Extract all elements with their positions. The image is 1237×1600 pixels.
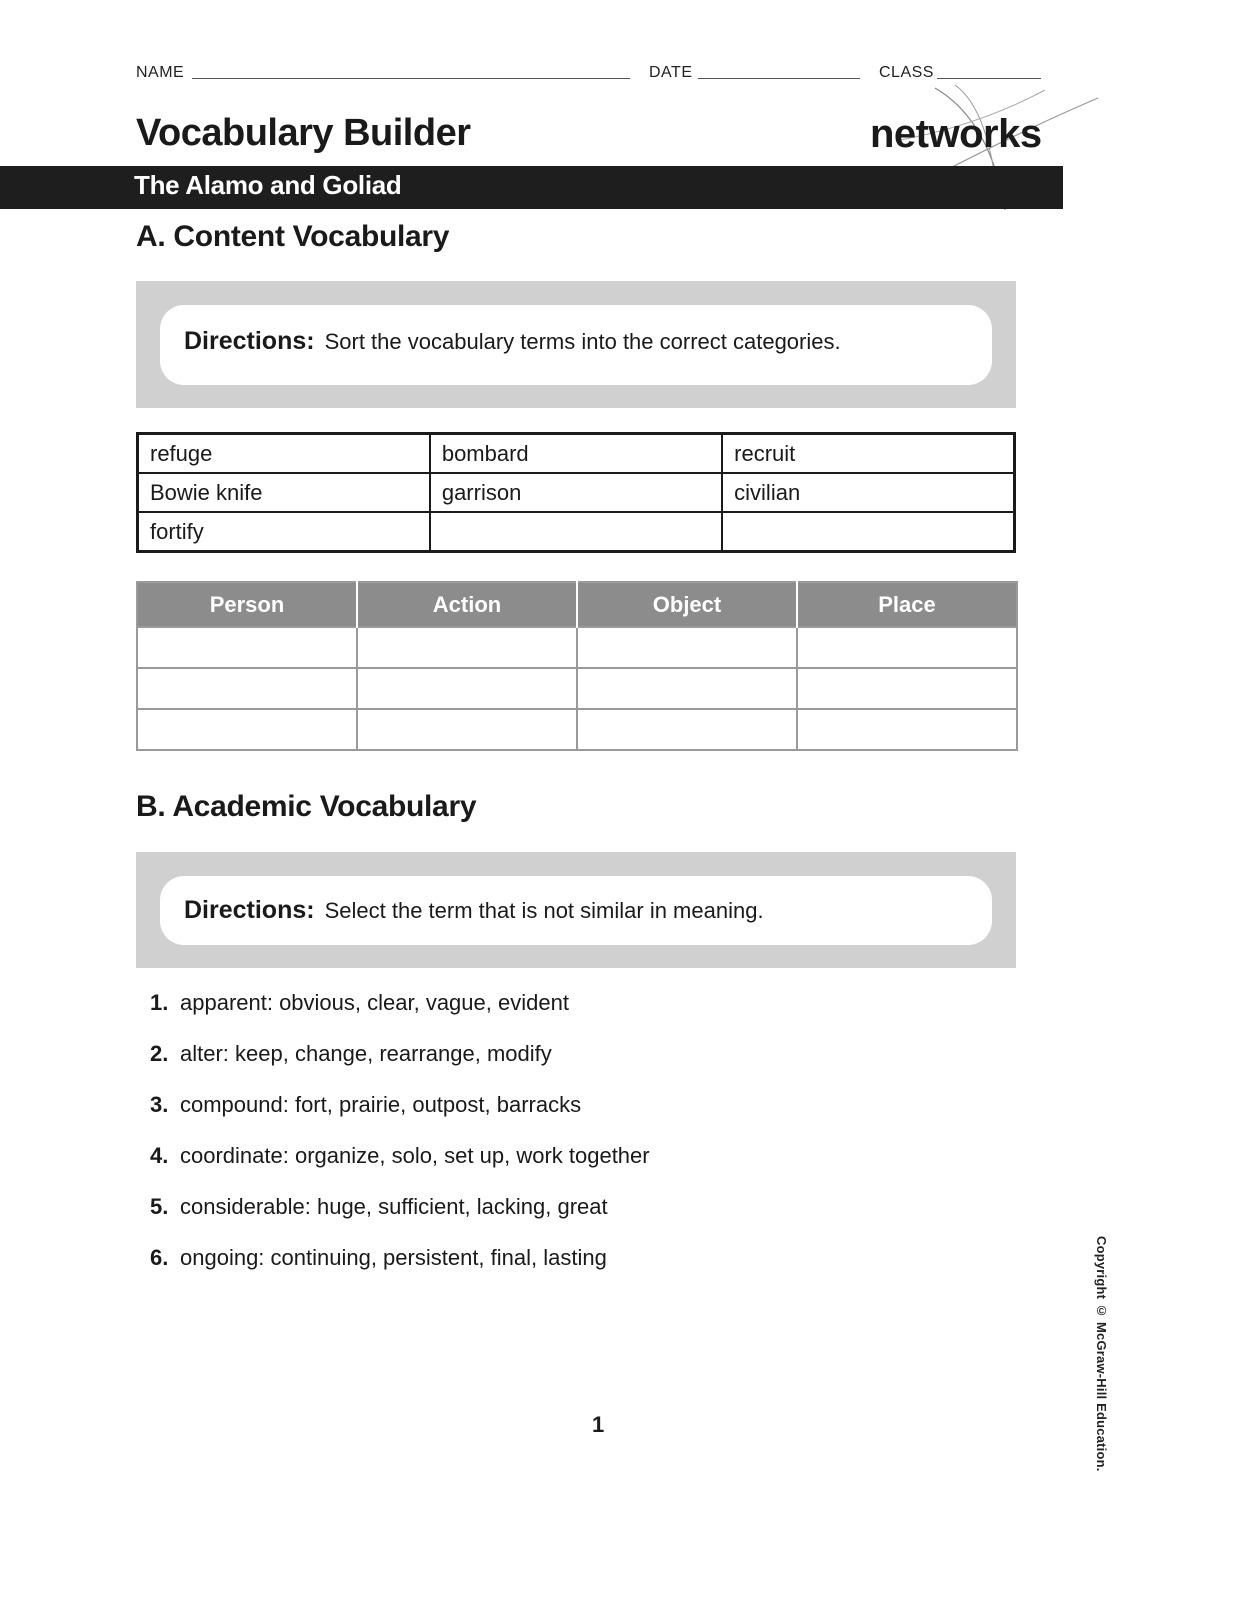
answer-cell[interactable]: [137, 709, 357, 750]
table-header-row: [137, 582, 1017, 627]
question-number: 5.: [150, 1194, 169, 1219]
column-header-place: Place: [797, 582, 1017, 627]
term-cell: [722, 512, 1014, 552]
list-item[interactable]: [150, 990, 650, 1041]
question-text: considerable: huge, sufficient, lacking, great: [180, 1194, 608, 1219]
answer-cell[interactable]: [577, 668, 797, 709]
answer-cell[interactable]: [797, 627, 1017, 668]
answer-cell[interactable]: [357, 627, 577, 668]
list-item[interactable]: [150, 1143, 650, 1194]
term-cell: [430, 512, 722, 552]
table-row: [137, 709, 1017, 750]
copyright-notice: Copyright © McGraw-Hill Education.: [1094, 1236, 1109, 1472]
lesson-title: The Alamo and Goliad: [134, 170, 402, 200]
question-number: 6.: [150, 1245, 169, 1270]
column-header-person: Person: [137, 582, 357, 627]
column-header-action: Action: [357, 582, 577, 627]
date-label: DATE: [649, 64, 693, 81]
question-text: coordinate: organize, solo, set up, work together: [180, 1143, 650, 1168]
answer-cell[interactable]: [357, 709, 577, 750]
question-text: ongoing: continuing, persistent, final, lasting: [180, 1245, 607, 1270]
question-number: 1.: [150, 990, 169, 1015]
table-row: [138, 512, 1015, 552]
table-row: [137, 627, 1017, 668]
question-number: 2.: [150, 1041, 169, 1066]
terms-table: [136, 432, 1016, 553]
class-label: CLASS: [879, 64, 934, 81]
answer-cell[interactable]: [577, 709, 797, 750]
answer-cell[interactable]: [357, 668, 577, 709]
question-number: 4.: [150, 1143, 169, 1168]
table-row: [138, 473, 1015, 512]
networks-logo: networks: [870, 112, 1042, 156]
section-b-directions-box: [136, 852, 1016, 968]
answer-cell[interactable]: [797, 709, 1017, 750]
answer-cell[interactable]: [577, 627, 797, 668]
table-row: [137, 668, 1017, 709]
list-item[interactable]: [150, 1041, 650, 1092]
question-text: compound: fort, prairie, outpost, barracks: [180, 1092, 582, 1117]
list-item[interactable]: [150, 1245, 650, 1296]
section-b-heading: B. Academic Vocabulary: [136, 790, 477, 823]
question-number: 3.: [150, 1092, 169, 1117]
class-field[interactable]: [937, 78, 1041, 79]
term-cell: Bowie knife: [138, 473, 430, 512]
list-item[interactable]: [150, 1092, 650, 1143]
question-list: [150, 990, 650, 1296]
column-header-object: Object: [577, 582, 797, 627]
category-sort-table: [136, 581, 1018, 751]
worksheet-title: Vocabulary Builder: [136, 112, 471, 154]
directions-label: Directions:: [184, 896, 315, 924]
answer-cell[interactable]: [137, 627, 357, 668]
list-item[interactable]: [150, 1194, 650, 1245]
page-number: 1: [592, 1412, 605, 1437]
question-text: apparent: obvious, clear, vague, evident: [180, 990, 569, 1015]
directions-label: Directions:: [184, 327, 315, 355]
term-cell: garrison: [430, 473, 722, 512]
term-cell: fortify: [138, 512, 430, 552]
date-field[interactable]: [698, 78, 860, 79]
directions-text: Sort the vocabulary terms into the correct categories.: [324, 329, 841, 354]
term-cell: civilian: [722, 473, 1014, 512]
section-a-directions-box: [136, 281, 1016, 408]
answer-cell[interactable]: [797, 668, 1017, 709]
directions-text: Select the term that is not similar in meaning.: [324, 898, 764, 923]
answer-cell[interactable]: [137, 668, 357, 709]
name-label: NAME: [136, 64, 185, 81]
section-a-heading: A. Content Vocabulary: [136, 220, 450, 253]
term-cell: recruit: [722, 434, 1014, 474]
term-cell: refuge: [138, 434, 430, 474]
name-field[interactable]: [192, 78, 630, 79]
question-text: alter: keep, change, rearrange, modify: [180, 1041, 552, 1066]
table-row: [138, 434, 1015, 474]
term-cell: bombard: [430, 434, 722, 474]
